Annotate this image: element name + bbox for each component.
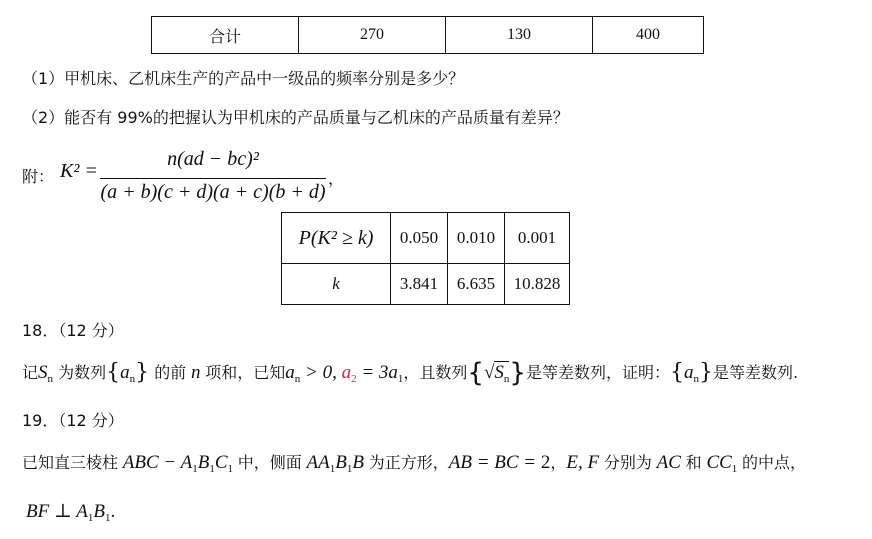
text-fragment: 是等差数列.	[712, 363, 799, 382]
chi-square-table	[281, 212, 570, 305]
math-brace: }	[135, 360, 150, 385]
formula-denominator: (a + b)(c + d)(a + c)(b + d)	[100, 181, 326, 203]
problem-18-statement	[22, 358, 798, 388]
problem-19-heading: 19．（12 分）	[22, 411, 124, 430]
table-cell: 3.841	[391, 264, 448, 305]
math-condition: $a_n > 0$, $a_2 = 3a_1$	[285, 362, 404, 385]
table-row	[282, 264, 570, 305]
problem-19-statement	[22, 450, 806, 475]
text-fragment: 的中点，	[742, 453, 807, 472]
math-equal-sides: AB = BC = 2	[448, 452, 551, 473]
formula-fraction	[100, 148, 326, 204]
totals-table	[151, 16, 704, 54]
text-fragment: ，且数列	[403, 363, 468, 382]
text-fragment: 是等差数列，证明：	[525, 363, 670, 382]
table-row	[282, 213, 570, 264]
math-AC: AC	[651, 452, 686, 473]
text-fragment: 分别为	[603, 453, 652, 472]
math-n: n	[186, 362, 206, 383]
math-brace: }	[509, 358, 526, 388]
table-cell: 6.635	[448, 264, 505, 305]
math-Sn: $S_n$	[38, 362, 54, 385]
table-cell: 10.828	[505, 264, 570, 305]
math-sqrt-Sn: $√S_n$	[483, 362, 510, 385]
math-brace: {	[467, 358, 484, 388]
formula-numerator: n(ad − bc)²	[167, 148, 259, 170]
table-cell: 合计	[152, 17, 299, 54]
math-brace: }	[698, 360, 713, 385]
text-fragment: .	[110, 501, 116, 522]
text-fragment: 中，侧面	[237, 453, 302, 472]
math-CC1: $CC_1$	[701, 452, 738, 475]
math-an: $a_n$	[120, 362, 136, 385]
math-brace: {	[106, 360, 121, 385]
text-fragment: 和	[685, 453, 702, 472]
text-fragment: ，	[550, 453, 567, 472]
math-an: $a_n$	[683, 362, 699, 385]
table-cell: 0.001	[505, 213, 570, 264]
table-cell: 0.050	[391, 213, 448, 264]
question-1: （1）甲机床、乙机床生产的产品中一级品的频率分别是多少？	[22, 69, 465, 88]
formula-suffix: ，	[328, 169, 345, 188]
math-perpendicular: BF ⊥ $A_1B_1$.	[26, 501, 116, 524]
math-points: E, F	[566, 452, 604, 473]
text-fragment: 项和，已知	[205, 363, 286, 382]
table-row	[152, 17, 704, 54]
text-fragment: 已知直三棱柱	[22, 453, 119, 472]
problem-18-heading: 18．（12 分）	[22, 321, 124, 340]
table-cell: 0.010	[448, 213, 505, 264]
math-prism: ABC − $A_1B_1C_1$	[118, 452, 234, 475]
math-face: $AA_1B_1B$	[301, 452, 369, 475]
fraction-bar	[100, 178, 326, 179]
text-fragment: 为数列	[58, 363, 107, 382]
table-cell: 400	[593, 17, 704, 54]
text-fragment: 记	[22, 363, 39, 382]
question-2: （2）能否有 99%的把握认为甲机床的产品质量与乙机床的产品质量有差异？	[22, 108, 569, 127]
appendix-label: 附：	[22, 167, 55, 186]
text-fragment: 的前	[154, 363, 187, 382]
table-header-cell: k	[282, 264, 391, 305]
table-header-cell: P(K² ≥ k)	[282, 213, 391, 264]
table-cell: 270	[299, 17, 446, 54]
formula-lhs: K² =	[60, 160, 98, 182]
text-fragment: 为正方形，	[368, 453, 449, 472]
math-brace: {	[669, 360, 684, 385]
table-cell: 130	[446, 17, 593, 54]
